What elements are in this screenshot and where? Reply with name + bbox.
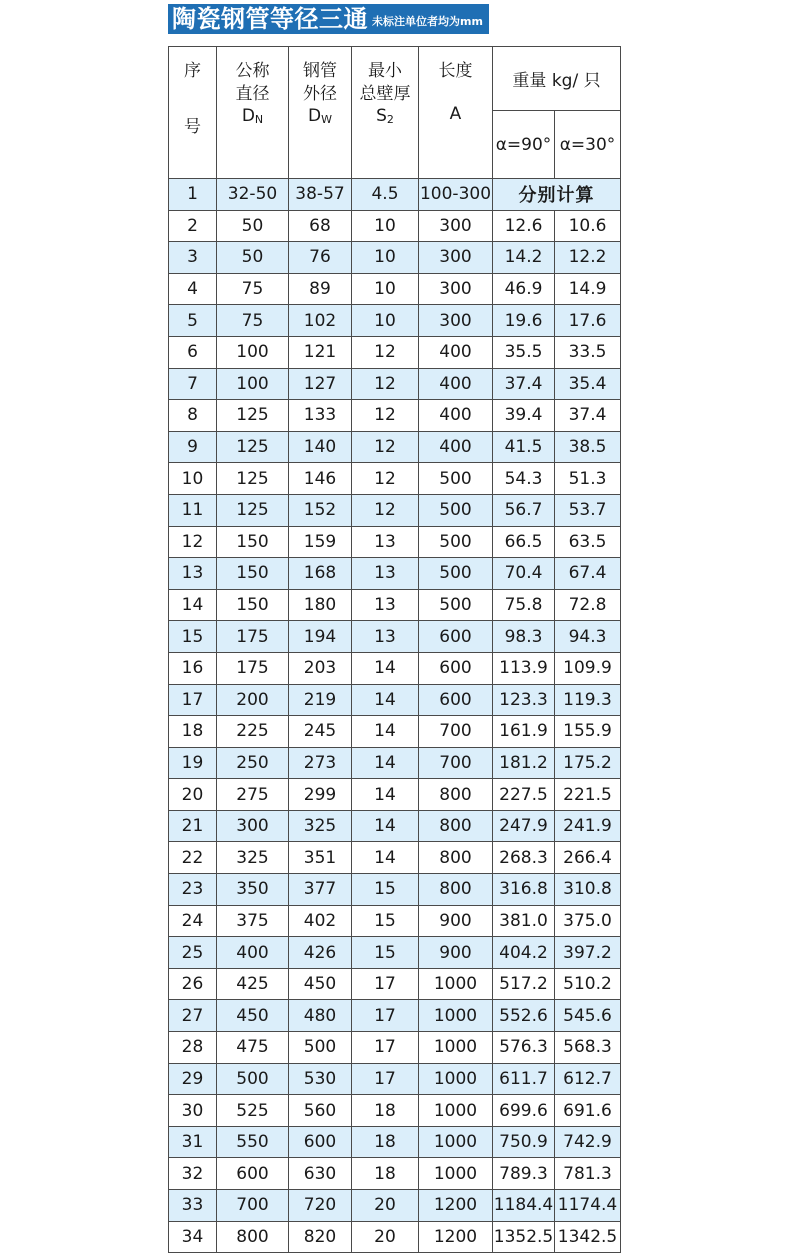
cell-dw: 377 (289, 874, 352, 906)
table-row (169, 1126, 621, 1158)
cell-w90: 41.5 (493, 431, 555, 463)
cell-length: 700 (419, 716, 493, 748)
table-row (169, 526, 621, 558)
table-row (169, 747, 621, 779)
cell-dn: 150 (217, 589, 289, 621)
table-row (169, 716, 621, 748)
cell-dn: 175 (217, 652, 289, 684)
cell-dw: 68 (289, 210, 352, 242)
cell-w30: 51.3 (555, 463, 621, 495)
cell-dn: 225 (217, 716, 289, 748)
title-banner (168, 4, 489, 34)
header-w90: α=90° (493, 111, 555, 179)
cell-s2: 18 (352, 1095, 419, 1127)
cell-dw: 159 (289, 526, 352, 558)
cell-w30: 742.9 (555, 1126, 621, 1158)
table-row (169, 1095, 621, 1127)
cell-w30: 175.2 (555, 747, 621, 779)
cell-dw: 127 (289, 368, 352, 400)
cell-length: 500 (419, 463, 493, 495)
cell-w30: 94.3 (555, 621, 621, 653)
cell-dn: 700 (217, 1190, 289, 1222)
cell-dn: 800 (217, 1221, 289, 1253)
cell-seq: 30 (169, 1095, 217, 1127)
cell-s2: 20 (352, 1190, 419, 1222)
cell-w30: 33.5 (555, 336, 621, 368)
cell-w30: 1342.5 (555, 1221, 621, 1253)
cell-length: 900 (419, 905, 493, 937)
cell-w90: 161.9 (493, 716, 555, 748)
cell-w30: 14.9 (555, 273, 621, 305)
cell-seq: 21 (169, 810, 217, 842)
cell-dw: 203 (289, 652, 352, 684)
cell-s2: 10 (352, 210, 419, 242)
cell-s2: 12 (352, 463, 419, 495)
table-row (169, 810, 621, 842)
cell-dw: 146 (289, 463, 352, 495)
cell-dn: 125 (217, 431, 289, 463)
cell-s2: 14 (352, 810, 419, 842)
cell-w90: 39.4 (493, 400, 555, 432)
table-row (169, 273, 621, 305)
cell-dw: 600 (289, 1126, 352, 1158)
cell-s2: 17 (352, 1032, 419, 1064)
cell-seq: 12 (169, 526, 217, 558)
cell-w90: 46.9 (493, 273, 555, 305)
cell-seq: 29 (169, 1063, 217, 1095)
spec-table (168, 46, 621, 1253)
cell-length: 400 (419, 336, 493, 368)
cell-seq: 31 (169, 1126, 217, 1158)
cell-s2: 12 (352, 431, 419, 463)
cell-w30: 38.5 (555, 431, 621, 463)
cell-w90: 113.9 (493, 652, 555, 684)
cell-dw: 450 (289, 968, 352, 1000)
cell-s2: 20 (352, 1221, 419, 1253)
cell-seq: 17 (169, 684, 217, 716)
cell-w30: 37.4 (555, 400, 621, 432)
header-s2: 最小 总壁厚 S2 (352, 47, 419, 179)
cell-w90: 56.7 (493, 494, 555, 526)
cell-length: 600 (419, 652, 493, 684)
cell-length: 800 (419, 874, 493, 906)
cell-length: 500 (419, 526, 493, 558)
cell-seq: 19 (169, 747, 217, 779)
header-length: 长度 A (419, 47, 493, 179)
cell-seq: 16 (169, 652, 217, 684)
cell-dn: 300 (217, 810, 289, 842)
cell-s2: 18 (352, 1158, 419, 1190)
cell-length: 1200 (419, 1221, 493, 1253)
cell-seq: 9 (169, 431, 217, 463)
cell-w90: 552.6 (493, 1000, 555, 1032)
table-row (169, 368, 621, 400)
table-row (169, 905, 621, 937)
cell-s2: 10 (352, 305, 419, 337)
cell-w90: 54.3 (493, 463, 555, 495)
cell-dw: 500 (289, 1032, 352, 1064)
cell-dw: 720 (289, 1190, 352, 1222)
header-seq: 序 号 (169, 47, 217, 179)
cell-seq: 2 (169, 210, 217, 242)
cell-w90: 517.2 (493, 968, 555, 1000)
cell-w30: 545.6 (555, 1000, 621, 1032)
cell-s2: 17 (352, 1000, 419, 1032)
cell-dw: 194 (289, 621, 352, 653)
cell-w30: 53.7 (555, 494, 621, 526)
cell-dw: 38-57 (289, 179, 352, 211)
cell-length: 1000 (419, 1000, 493, 1032)
cell-s2: 14 (352, 842, 419, 874)
cell-w90: 98.3 (493, 621, 555, 653)
cell-dn: 32-50 (217, 179, 289, 211)
cell-seq: 23 (169, 874, 217, 906)
cell-dn: 150 (217, 558, 289, 590)
cell-dw: 426 (289, 937, 352, 969)
cell-dw: 325 (289, 810, 352, 842)
table-row (169, 684, 621, 716)
cell-dn: 475 (217, 1032, 289, 1064)
cell-dn: 150 (217, 526, 289, 558)
cell-s2: 14 (352, 779, 419, 811)
table-row (169, 779, 621, 811)
cell-seq: 8 (169, 400, 217, 432)
cell-dn: 125 (217, 400, 289, 432)
cell-s2: 13 (352, 558, 419, 590)
cell-length: 500 (419, 494, 493, 526)
cell-seq: 33 (169, 1190, 217, 1222)
cell-w30: 241.9 (555, 810, 621, 842)
cell-length: 1000 (419, 1095, 493, 1127)
table-row (169, 400, 621, 432)
cell-w30: 397.2 (555, 937, 621, 969)
cell-w30: 781.3 (555, 1158, 621, 1190)
cell-dw: 219 (289, 684, 352, 716)
cell-length: 800 (419, 810, 493, 842)
cell-s2: 15 (352, 874, 419, 906)
table-row (169, 1032, 621, 1064)
cell-w90: 66.5 (493, 526, 555, 558)
cell-seq: 14 (169, 589, 217, 621)
cell-seq: 7 (169, 368, 217, 400)
cell-seq: 11 (169, 494, 217, 526)
cell-w30: 1174.4 (555, 1190, 621, 1222)
cell-dn: 325 (217, 842, 289, 874)
cell-w90: 35.5 (493, 336, 555, 368)
table-row (169, 210, 621, 242)
cell-w30: 109.9 (555, 652, 621, 684)
cell-w30: 10.6 (555, 210, 621, 242)
cell-seq: 13 (169, 558, 217, 590)
cell-dn: 200 (217, 684, 289, 716)
cell-w90: 404.2 (493, 937, 555, 969)
cell-w30: 691.6 (555, 1095, 621, 1127)
cell-length: 1000 (419, 1063, 493, 1095)
cell-dw: 402 (289, 905, 352, 937)
cell-w90: 247.9 (493, 810, 555, 842)
cell-dw: 530 (289, 1063, 352, 1095)
cell-s2: 17 (352, 1063, 419, 1095)
cell-length: 500 (419, 558, 493, 590)
table-row (169, 937, 621, 969)
cell-dw: 140 (289, 431, 352, 463)
cell-seq: 4 (169, 273, 217, 305)
cell-dw: 299 (289, 779, 352, 811)
cell-length: 300 (419, 305, 493, 337)
cell-dw: 180 (289, 589, 352, 621)
table-row (169, 968, 621, 1000)
cell-s2: 4.5 (352, 179, 419, 211)
cell-w90: 268.3 (493, 842, 555, 874)
cell-length: 800 (419, 779, 493, 811)
cell-dw: 351 (289, 842, 352, 874)
cell-dw: 630 (289, 1158, 352, 1190)
cell-dn: 425 (217, 968, 289, 1000)
header-weight: 重量 kg/ 只 (493, 47, 621, 111)
cell-w90: 1352.5 (493, 1221, 555, 1253)
header-w30: α=30° (555, 111, 621, 179)
cell-s2: 17 (352, 968, 419, 1000)
cell-w30: 375.0 (555, 905, 621, 937)
cell-w30: 510.2 (555, 968, 621, 1000)
cell-w30: 35.4 (555, 368, 621, 400)
cell-w90: 19.6 (493, 305, 555, 337)
cell-dn: 50 (217, 242, 289, 274)
cell-length: 1000 (419, 1032, 493, 1064)
cell-dw: 480 (289, 1000, 352, 1032)
cell-w30: 155.9 (555, 716, 621, 748)
table-row (169, 652, 621, 684)
cell-s2: 15 (352, 937, 419, 969)
cell-length: 100-300 (419, 179, 493, 211)
cell-w90: 75.8 (493, 589, 555, 621)
cell-dw: 76 (289, 242, 352, 274)
cell-dw: 273 (289, 747, 352, 779)
table-row (169, 1063, 621, 1095)
table-row (169, 463, 621, 495)
cell-dw: 121 (289, 336, 352, 368)
cell-length: 1000 (419, 1126, 493, 1158)
cell-dn: 50 (217, 210, 289, 242)
cell-seq: 6 (169, 336, 217, 368)
cell-length: 400 (419, 368, 493, 400)
cell-s2: 13 (352, 526, 419, 558)
header-dw: 钢管 外径 DW (289, 47, 352, 179)
cell-seq: 34 (169, 1221, 217, 1253)
table-row (169, 1190, 621, 1222)
cell-dn: 275 (217, 779, 289, 811)
cell-s2: 12 (352, 368, 419, 400)
cell-w30: 221.5 (555, 779, 621, 811)
cell-w30: 67.4 (555, 558, 621, 590)
cell-dw: 168 (289, 558, 352, 590)
cell-dn: 450 (217, 1000, 289, 1032)
cell-w90: 381.0 (493, 905, 555, 937)
table-row (169, 1221, 621, 1253)
cell-s2: 14 (352, 716, 419, 748)
cell-length: 1000 (419, 968, 493, 1000)
cell-dn: 250 (217, 747, 289, 779)
cell-length: 500 (419, 589, 493, 621)
cell-length: 600 (419, 621, 493, 653)
cell-w90: 316.8 (493, 874, 555, 906)
table-row (169, 336, 621, 368)
cell-w90: 14.2 (493, 242, 555, 274)
cell-dw: 89 (289, 273, 352, 305)
cell-dw: 102 (289, 305, 352, 337)
cell-w90: 181.2 (493, 747, 555, 779)
cell-length: 1000 (419, 1158, 493, 1190)
cell-s2: 12 (352, 400, 419, 432)
cell-length: 1200 (419, 1190, 493, 1222)
cell-dw: 820 (289, 1221, 352, 1253)
cell-w90: 70.4 (493, 558, 555, 590)
cell-seq: 32 (169, 1158, 217, 1190)
cell-dn: 100 (217, 368, 289, 400)
unit-note: 未标注单位者均为mm (372, 15, 483, 28)
table-row (169, 1000, 621, 1032)
cell-dn: 550 (217, 1126, 289, 1158)
cell-dw: 560 (289, 1095, 352, 1127)
table-row (169, 494, 621, 526)
cell-seq: 25 (169, 937, 217, 969)
cell-length: 300 (419, 242, 493, 274)
cell-seq: 18 (169, 716, 217, 748)
table-row (169, 305, 621, 337)
cell-seq: 1 (169, 179, 217, 211)
cell-dw: 245 (289, 716, 352, 748)
cell-merged-weight: 分别计算 (493, 179, 621, 211)
table-row (169, 431, 621, 463)
cell-seq: 3 (169, 242, 217, 274)
cell-dn: 525 (217, 1095, 289, 1127)
header-dn: 公称 直径 DN (217, 47, 289, 179)
cell-s2: 18 (352, 1126, 419, 1158)
cell-dw: 152 (289, 494, 352, 526)
cell-dn: 175 (217, 621, 289, 653)
cell-w90: 576.3 (493, 1032, 555, 1064)
cell-s2: 14 (352, 747, 419, 779)
cell-dn: 125 (217, 494, 289, 526)
cell-dn: 350 (217, 874, 289, 906)
cell-s2: 14 (352, 684, 419, 716)
cell-length: 800 (419, 842, 493, 874)
cell-dn: 75 (217, 305, 289, 337)
cell-s2: 12 (352, 494, 419, 526)
cell-s2: 14 (352, 652, 419, 684)
cell-length: 600 (419, 684, 493, 716)
cell-w90: 611.7 (493, 1063, 555, 1095)
cell-w90: 227.5 (493, 779, 555, 811)
page-title: 陶瓷钢管等径三通 (172, 5, 368, 33)
cell-seq: 10 (169, 463, 217, 495)
cell-s2: 10 (352, 242, 419, 274)
cell-w90: 750.9 (493, 1126, 555, 1158)
table-row (169, 842, 621, 874)
cell-seq: 28 (169, 1032, 217, 1064)
table-row (169, 1158, 621, 1190)
cell-length: 300 (419, 273, 493, 305)
cell-dn: 125 (217, 463, 289, 495)
cell-dn: 500 (217, 1063, 289, 1095)
cell-w90: 1184.4 (493, 1190, 555, 1222)
cell-s2: 15 (352, 905, 419, 937)
cell-seq: 26 (169, 968, 217, 1000)
table-row (169, 589, 621, 621)
cell-s2: 12 (352, 336, 419, 368)
cell-dn: 600 (217, 1158, 289, 1190)
cell-seq: 15 (169, 621, 217, 653)
cell-w30: 119.3 (555, 684, 621, 716)
cell-w90: 12.6 (493, 210, 555, 242)
cell-w30: 568.3 (555, 1032, 621, 1064)
cell-seq: 20 (169, 779, 217, 811)
cell-s2: 10 (352, 273, 419, 305)
cell-length: 400 (419, 400, 493, 432)
table-row (169, 179, 621, 211)
cell-w30: 63.5 (555, 526, 621, 558)
cell-length: 700 (419, 747, 493, 779)
cell-w90: 789.3 (493, 1158, 555, 1190)
cell-w90: 123.3 (493, 684, 555, 716)
cell-seq: 27 (169, 1000, 217, 1032)
cell-seq: 22 (169, 842, 217, 874)
cell-w30: 17.6 (555, 305, 621, 337)
cell-dn: 400 (217, 937, 289, 969)
cell-w30: 310.8 (555, 874, 621, 906)
cell-s2: 13 (352, 589, 419, 621)
cell-s2: 13 (352, 621, 419, 653)
cell-length: 900 (419, 937, 493, 969)
cell-w30: 612.7 (555, 1063, 621, 1095)
cell-seq: 24 (169, 905, 217, 937)
cell-w90: 699.6 (493, 1095, 555, 1127)
cell-length: 400 (419, 431, 493, 463)
table-row (169, 621, 621, 653)
table-row (169, 242, 621, 274)
table-row (169, 874, 621, 906)
cell-dn: 75 (217, 273, 289, 305)
cell-dn: 375 (217, 905, 289, 937)
cell-w30: 12.2 (555, 242, 621, 274)
cell-w30: 266.4 (555, 842, 621, 874)
cell-w90: 37.4 (493, 368, 555, 400)
cell-dw: 133 (289, 400, 352, 432)
cell-dn: 100 (217, 336, 289, 368)
cell-length: 300 (419, 210, 493, 242)
cell-w30: 72.8 (555, 589, 621, 621)
table-row (169, 558, 621, 590)
cell-seq: 5 (169, 305, 217, 337)
